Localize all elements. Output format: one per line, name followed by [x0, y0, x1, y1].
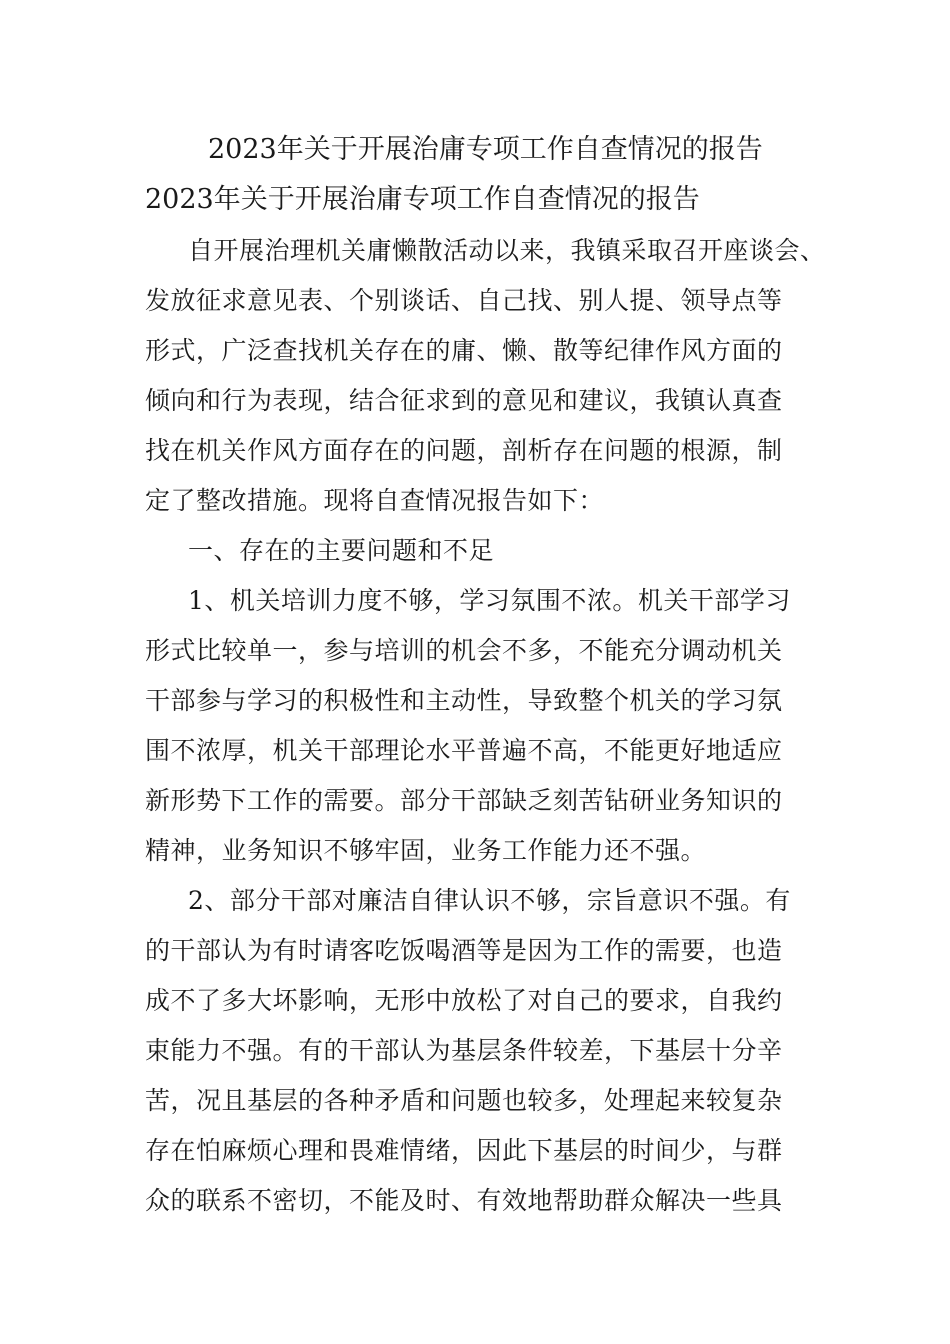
text-line: 存在怕麻烦心理和畏难情绪，因此下基层的时间少，与群 [145, 1136, 783, 1165]
text-line: 定了整改措施。现将自查情况报告如下： [145, 486, 605, 515]
text-line: 找在机关作风方面存在的问题，剖析存在问题的根源，制 [145, 436, 783, 465]
document-title: 2023年关于开展治庸专项工作自查情况的报告 [208, 134, 763, 165]
text-line: 倾向和行为表现，结合征求到的意见和建议，我镇认真查 [145, 386, 783, 415]
text-line: 束能力不强。有的干部认为基层条件较差，下基层十分辛 [145, 1036, 783, 1065]
text-line: 干部参与学习的积极性和主动性，导致整个机关的学习氛 [145, 686, 783, 715]
text-line: 的干部认为有时请客吃饭喝酒等是因为工作的需要，也造 [145, 936, 783, 965]
text-line: 围不浓厚，机关干部理论水平普遍不高，不能更好地适应 [145, 736, 783, 765]
text-line: 2、部分干部对廉洁自律认识不够，宗旨意识不强。有 [188, 886, 791, 915]
text-line: 苦，况且基层的各种矛盾和问题也较多，处理起来较复杂 [145, 1086, 783, 1115]
text-line: 精神，业务知识不够牢固，业务工作能力还不强。 [145, 836, 707, 865]
text-line: 自开展治理机关庸懒散活动以来，我镇采取召开座谈会、 [188, 236, 826, 265]
text-line: 成不了多大坏影响，无形中放松了对自己的要求，自我约 [145, 986, 783, 1015]
text-line: 1、机关培训力度不够，学习氛围不浓。机关干部学习 [188, 586, 791, 615]
text-line: 形式比较单一，参与培训的机会不多，不能充分调动机关 [145, 636, 783, 665]
text-line: 发放征求意见表、个别谈话、自己找、别人提、领导点等 [145, 286, 783, 315]
section-heading: 一、存在的主要问题和不足 [188, 536, 495, 565]
document-subtitle: 2023年关于开展治庸专项工作自查情况的报告 [145, 184, 700, 215]
text-line: 众的联系不密切，不能及时、有效地帮助群众解决一些具 [145, 1186, 783, 1215]
text-line: 新形势下工作的需要。部分干部缺乏刻苦钻研业务知识的 [145, 786, 783, 815]
text-line: 形式，广泛查找机关存在的庸、懒、散等纪律作风方面的 [145, 336, 783, 365]
